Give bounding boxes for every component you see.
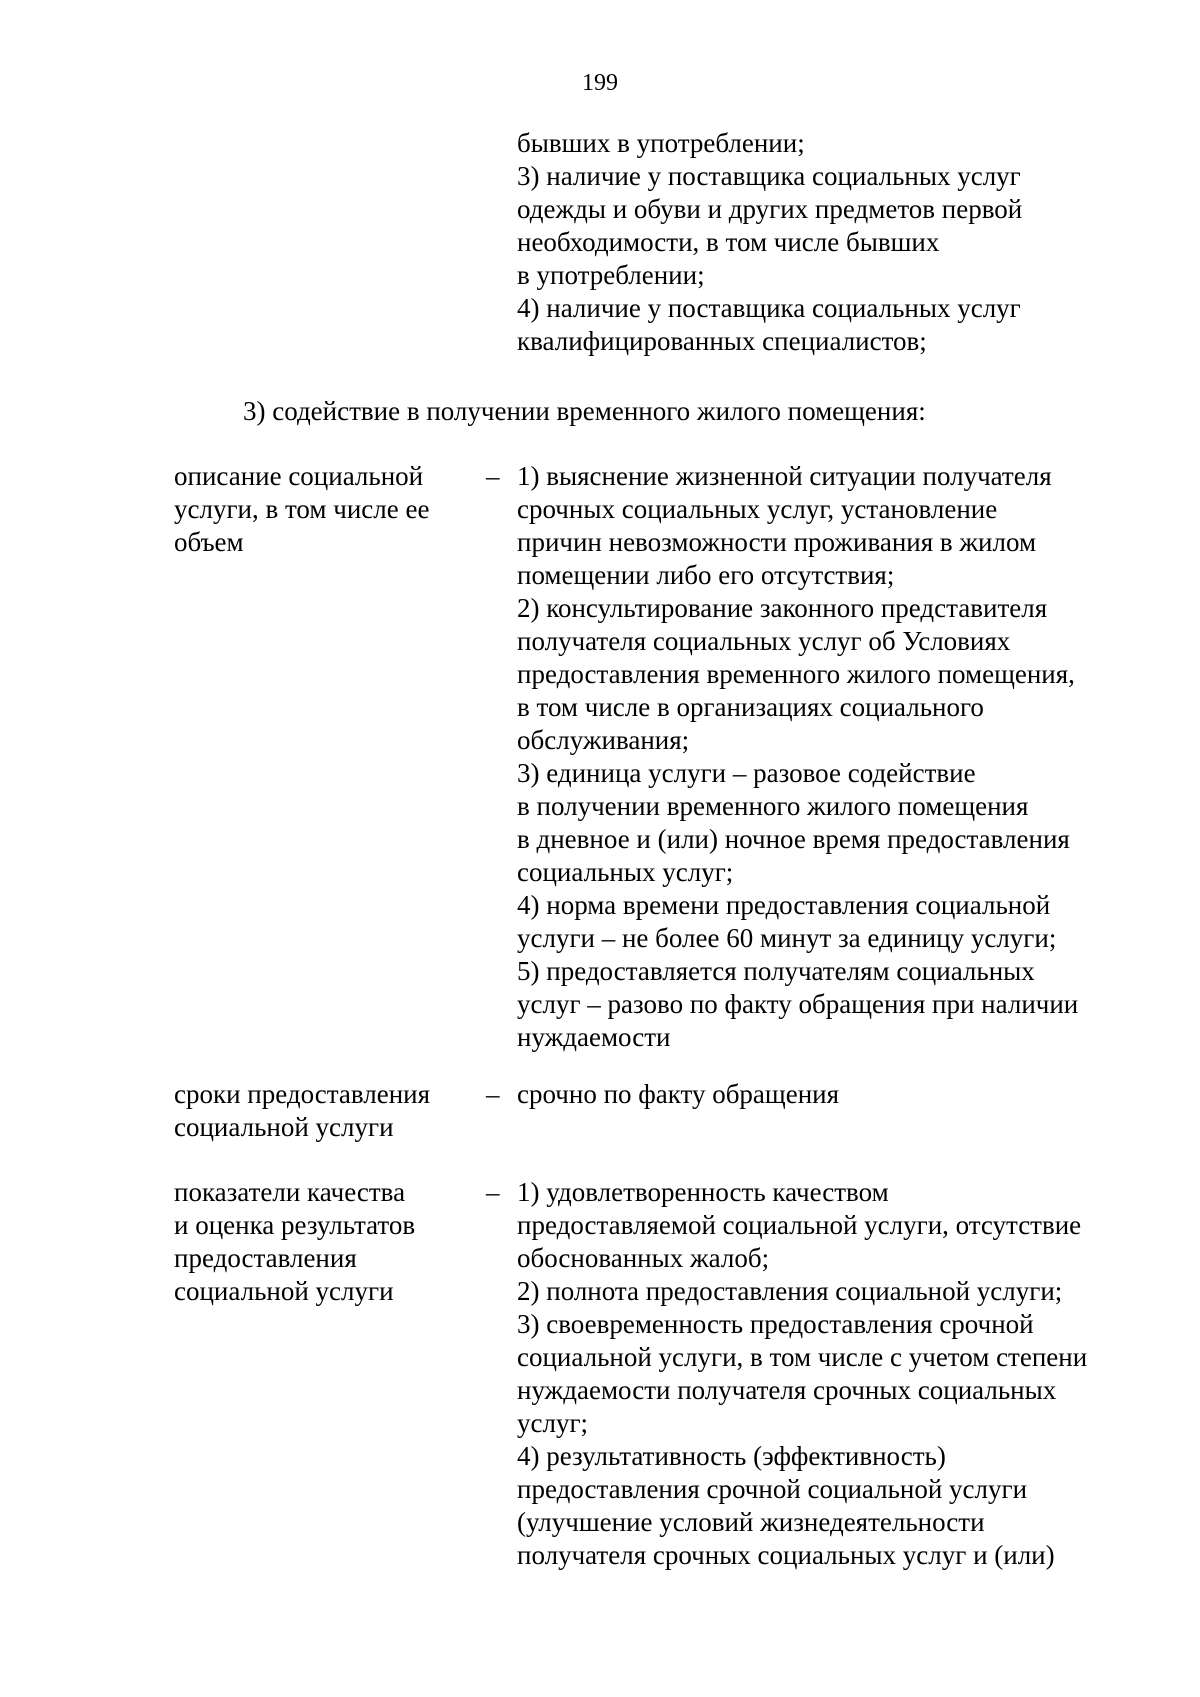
row-content xyxy=(517,460,1078,1054)
text-line: 3) единица услуги – разовое содействие xyxy=(517,758,976,788)
text-line: социальных услуг; xyxy=(517,857,734,887)
row-content xyxy=(517,1176,1087,1572)
text-line: в получении временного жилого помещения xyxy=(517,791,1029,821)
text-line: причин невозможности проживания в жилом xyxy=(517,527,1037,557)
top-continuation-text xyxy=(517,127,1022,358)
text-line: обслуживания; xyxy=(517,725,690,755)
text-line: помещении либо его отсутствия; xyxy=(517,560,895,590)
text-line: (улучшение условий жизнедеятельности xyxy=(517,1507,985,1537)
row-label xyxy=(174,1078,430,1144)
dash-separator: – xyxy=(486,1079,500,1109)
text-line: услуг; xyxy=(517,1408,589,1438)
text-line: предоставления xyxy=(174,1243,357,1273)
text-line: в том числе в организациях социального xyxy=(517,692,984,722)
text-line: срочных социальных услуг, установление xyxy=(517,494,998,524)
text-line: социальной услуги xyxy=(174,1112,394,1142)
text-line: 1) удовлетворенность качеством xyxy=(517,1177,889,1207)
text-line: 2) полнота предоставления социальной услуги; xyxy=(517,1276,1063,1306)
text-line: показатели качества xyxy=(174,1177,406,1207)
section-heading: 3) содействие в получении временного жилого помещения: xyxy=(243,396,926,426)
text-line: 4) наличие у поставщика социальных услуг xyxy=(517,293,1021,323)
page-number: 199 xyxy=(582,70,618,96)
text-line: предоставления срочной социальной услуги xyxy=(517,1474,1028,1504)
dash-separator: – xyxy=(486,1177,500,1207)
text-line: и оценка результатов xyxy=(174,1210,416,1240)
text-line: бывших в употреблении; xyxy=(517,128,805,158)
text-line: 5) предоставляется получателям социальных xyxy=(517,956,1035,986)
text-line: услуг – разово по факту обращения при наличии xyxy=(517,989,1079,1019)
text-line: 3) своевременность предоставления срочной xyxy=(517,1309,1034,1339)
text-line: срочно по факту обращения xyxy=(517,1079,840,1109)
text-line: объем xyxy=(174,527,244,557)
text-line: социальной услуги, в том числе с учетом степени xyxy=(517,1342,1088,1372)
dash-separator: – xyxy=(486,461,500,491)
row-content xyxy=(517,1078,839,1111)
text-line: предоставления временного жилого помещения, xyxy=(517,659,1075,689)
text-line: 4) результативность (эффективность) xyxy=(517,1441,946,1471)
text-line: описание социальной xyxy=(174,461,424,491)
text-line: социальной услуги xyxy=(174,1276,394,1306)
text-line: получателя социальных услуг об Условиях xyxy=(517,626,1011,656)
text-line: предоставляемой социальной услуги, отсутствие xyxy=(517,1210,1082,1240)
text-line: нуждаемости получателя срочных социальных xyxy=(517,1375,1057,1405)
row-label xyxy=(174,1176,415,1308)
text-line: услуги – не более 60 минут за единицу услуги; xyxy=(517,923,1057,953)
text-line: обоснованных жалоб; xyxy=(517,1243,770,1273)
text-line: услуги, в том числе ее xyxy=(174,494,430,524)
text-line: 3) наличие у поставщика социальных услуг xyxy=(517,161,1021,191)
text-line: необходимости, в том числе бывших xyxy=(517,227,940,257)
row-label xyxy=(174,460,429,559)
text-line: одежды и обуви и других предметов первой xyxy=(517,194,1023,224)
text-line: в употреблении; xyxy=(517,260,705,290)
text-line: в дневное и (или) ночное время предоставления xyxy=(517,824,1070,854)
text-line: нуждаемости xyxy=(517,1022,671,1052)
text-line: получателя срочных социальных услуг и (или) xyxy=(517,1540,1055,1570)
text-line: квалифицированных специалистов; xyxy=(517,326,927,356)
text-line: 1) выяснение жизненной ситуации получателя xyxy=(517,461,1052,491)
text-line: сроки предоставления xyxy=(174,1079,431,1109)
text-line: 4) норма времени предоставления социальной xyxy=(517,890,1051,920)
text-line: 2) консультирование законного представителя xyxy=(517,593,1048,623)
